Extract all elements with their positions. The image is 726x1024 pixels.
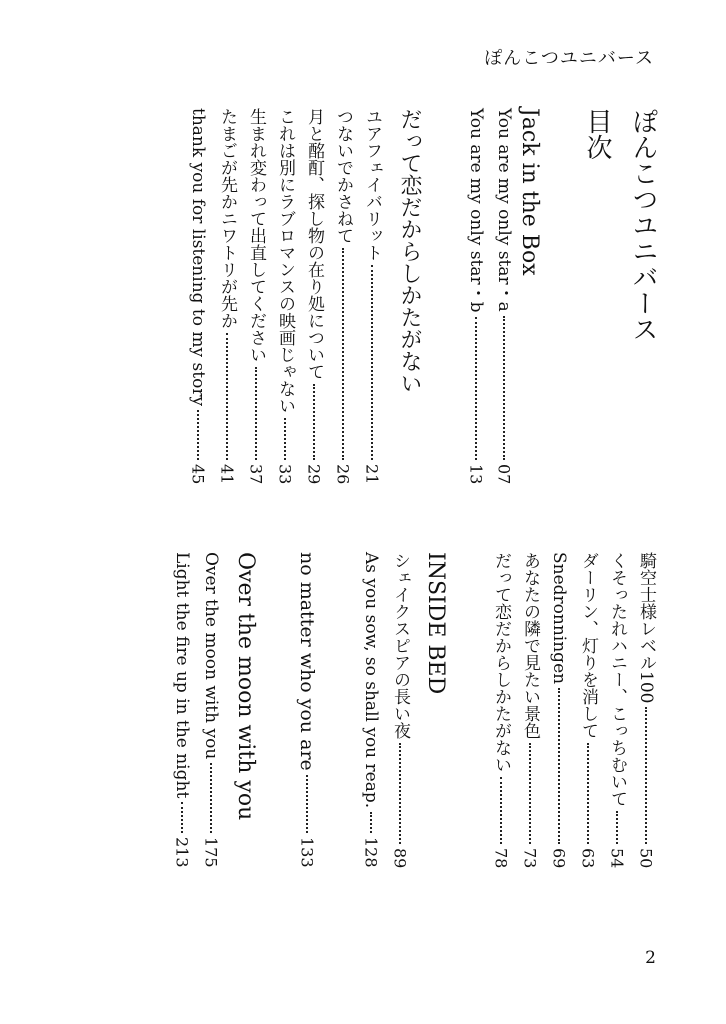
toc-entry-title: ダーリン、灯りを消して bbox=[578, 552, 598, 739]
toc-entry-page: 07 bbox=[494, 463, 514, 484]
toc-entry-title: You are my only star・b bbox=[466, 108, 486, 313]
leader-dots bbox=[475, 317, 477, 460]
toc-entry-page: 54 bbox=[607, 847, 627, 868]
toc-heading: 目次 bbox=[582, 108, 612, 160]
toc-entry-title: no matter who you are bbox=[296, 552, 318, 771]
toc-entry-title: 生まれ変わって出直してください bbox=[246, 108, 266, 363]
toc-entry[interactable] bbox=[391, 552, 408, 868]
toc-entry-page: 13 bbox=[466, 463, 486, 484]
toc-entry[interactable] bbox=[334, 108, 351, 484]
toc-entry[interactable] bbox=[637, 552, 654, 868]
toc-entry[interactable] bbox=[608, 552, 625, 868]
leader-dots bbox=[255, 367, 257, 460]
toc-entry-page: 26 bbox=[333, 463, 353, 484]
leader-dots bbox=[181, 802, 183, 833]
leader-dots bbox=[645, 707, 647, 843]
toc-entry-title: 月と酩酊、探し物の在り処について bbox=[304, 108, 324, 380]
toc-entry[interactable] bbox=[363, 108, 380, 484]
toc-entry-title: 騎空士様レベル100 bbox=[636, 552, 656, 704]
toc-entry[interactable] bbox=[305, 108, 322, 484]
toc-entry-page: 73 bbox=[520, 847, 540, 868]
leader-dots bbox=[558, 688, 560, 844]
book-title: ぽんこつユニバース bbox=[628, 108, 658, 342]
toc-entry-page: 78 bbox=[491, 847, 511, 868]
leader-dots bbox=[370, 812, 372, 833]
toc-entry[interactable] bbox=[276, 108, 293, 484]
leader-dots bbox=[210, 763, 212, 833]
toc-entry[interactable] bbox=[173, 552, 190, 868]
page-number: 2 bbox=[645, 948, 656, 968]
section-title-over-the-moon: Over the moon with you bbox=[233, 552, 258, 821]
toc-entry-title: ユアフェイバリット bbox=[362, 108, 382, 261]
toc-entry-page: 29 bbox=[304, 463, 324, 484]
leader-dots bbox=[503, 316, 505, 460]
toc-entry[interactable] bbox=[550, 552, 567, 868]
leader-dots bbox=[500, 777, 502, 844]
leader-dots bbox=[616, 811, 618, 844]
toc-entry-page: 50 bbox=[636, 847, 656, 868]
toc-entry-title: だって恋だからしかたがない bbox=[491, 552, 511, 773]
leader-dots bbox=[226, 333, 228, 460]
section-title-jack-in-the-box: Jack in the Box bbox=[517, 108, 542, 276]
running-header: ぽんこつユニバース bbox=[484, 48, 654, 69]
leader-dots bbox=[371, 265, 373, 460]
toc-entry-page: 63 bbox=[578, 847, 598, 868]
leader-dots bbox=[313, 384, 315, 460]
leader-dots bbox=[197, 410, 199, 460]
leader-dots bbox=[399, 743, 401, 844]
toc-entry-page: 69 bbox=[549, 847, 569, 868]
toc-entry-title: あなたの隣で見たい景色 bbox=[520, 552, 540, 739]
toc-entry-title: Light the fire up in the night bbox=[172, 552, 192, 799]
toc-entry-page: 133 bbox=[297, 837, 317, 868]
toc-entry[interactable] bbox=[492, 552, 509, 868]
toc-entry-title: Over the moon with you bbox=[201, 552, 221, 760]
toc-entry-page: 128 bbox=[361, 837, 381, 868]
toc-entry-page: 21 bbox=[362, 463, 382, 484]
toc-entry-no-matter[interactable] bbox=[297, 552, 316, 868]
toc-entry-title: これは別にラブロマンスの映画じゃない bbox=[275, 108, 295, 414]
toc-entry-title: Snedronningen bbox=[549, 552, 569, 685]
leader-dots bbox=[284, 418, 286, 460]
toc-entry-page: 89 bbox=[390, 847, 410, 868]
toc-entry-title: シェイクスピアの長い夜 bbox=[390, 552, 410, 739]
toc-entry-title: たまごが先かニワトリが先か bbox=[217, 108, 237, 329]
toc-entry[interactable] bbox=[467, 108, 484, 484]
leader-dots bbox=[529, 743, 531, 844]
leader-dots bbox=[587, 743, 589, 844]
toc-entry[interactable] bbox=[579, 552, 596, 868]
section-title-inside-bed: INSIDE BED bbox=[423, 552, 448, 695]
toc-entry[interactable] bbox=[189, 108, 206, 484]
toc-entry-title: thank you for listening to my story bbox=[188, 108, 208, 407]
toc-entry-page: 213 bbox=[172, 837, 192, 868]
toc-entry-title: As you sow, so shall you reap. bbox=[361, 552, 381, 809]
toc-entry[interactable] bbox=[521, 552, 538, 868]
toc-entry-title: くそったれハニー、こっちむいて bbox=[607, 552, 627, 807]
toc-entry[interactable] bbox=[362, 552, 379, 868]
toc-entry[interactable] bbox=[218, 108, 235, 484]
toc-entry-page: 37 bbox=[246, 463, 266, 484]
leader-dots bbox=[342, 248, 344, 460]
section-title-datte-koi: だって恋だからしかたがない bbox=[397, 108, 422, 394]
toc-entry-title: つないでかさねて bbox=[333, 108, 353, 244]
toc-entry[interactable] bbox=[247, 108, 264, 484]
leader-dots bbox=[306, 775, 308, 834]
toc-entry-title: You are my only star・a bbox=[494, 108, 514, 312]
toc-entry-page: 45 bbox=[188, 463, 208, 484]
toc-entry[interactable] bbox=[202, 552, 219, 868]
toc-entry-page: 41 bbox=[217, 463, 237, 484]
toc-entry-page: 33 bbox=[275, 463, 295, 484]
toc-entry-page: 175 bbox=[201, 837, 221, 868]
toc-entry[interactable] bbox=[495, 108, 512, 484]
